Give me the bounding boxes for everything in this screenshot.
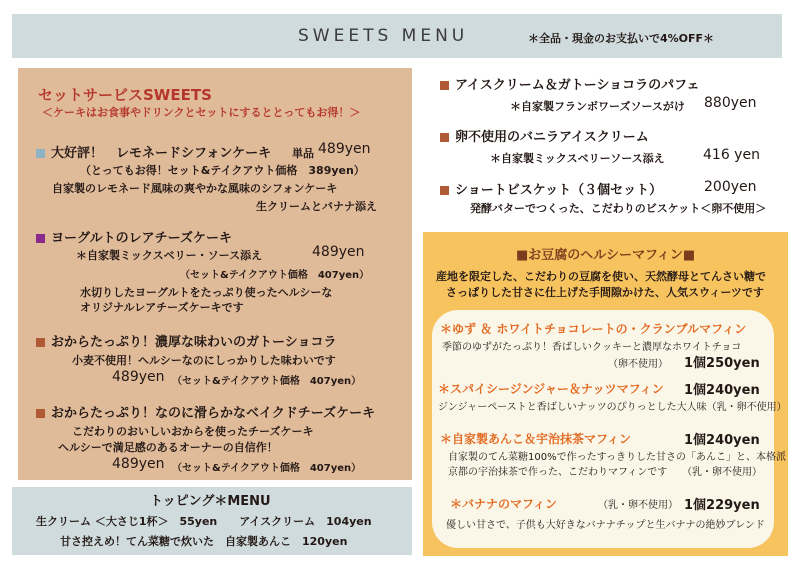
menu-item-name: おからたっぷり！なのに滑らかなベイクドチーズケーキ <box>36 402 375 421</box>
item-desc: オリジナルレアチーズケーキです <box>80 301 244 314</box>
menu-title: SWEETS MENU <box>298 26 469 46</box>
item-price: 489yen <box>318 141 371 157</box>
item-option: ＊自家製フランボワーズソースがけ <box>510 100 685 113</box>
muffin-item-desc: 優しい甘さで、子供も大好きなバナナチップと生バナナの絶妙ブレンド <box>446 520 765 531</box>
square-bullet-icon <box>440 81 449 90</box>
muffin-title: ■お豆腐のヘルシーマフィン■ <box>516 248 696 263</box>
set-service-subtitle: ＜ケーキはお食事やドリンクとセットにするととってもお得！＞ <box>42 106 361 119</box>
muffin-item-desc: 京都の宇治抹茶で作った、こだわりマフィンです <box>448 467 668 478</box>
menu-item-name: 卵不使用のバニラアイスクリーム <box>440 126 649 145</box>
menu-item-name: 大好評！ レモネードシフォンケーキ <box>36 142 271 161</box>
square-bullet-icon <box>36 409 45 418</box>
square-bullet-icon <box>36 234 45 243</box>
square-bullet-icon <box>440 186 449 195</box>
item-price: 489yen <box>112 369 165 385</box>
muffin-item-desc: 季節のゆずがたっぷり！香ばしいクッキーと濃厚なホワイトチョコ <box>442 342 742 353</box>
muffin-item-price: 1個229yen <box>684 498 760 513</box>
muffin-item-name: ＊スパイシージンジャー＆ナッツマフィン <box>438 382 664 396</box>
muffin-item-price: 1個240yen <box>684 383 760 398</box>
square-bullet-icon <box>36 338 45 347</box>
item-price: 880yen <box>704 95 757 111</box>
item-option: ＊自家製ミックスベリー・ソース添え <box>76 249 263 262</box>
item-price: 416 yen <box>703 147 760 163</box>
menu-item-name: ヨーグルトのレアチーズケーキ <box>36 227 232 246</box>
item-desc: 水切りしたヨーグルトをたっぷり使ったヘルシーな <box>80 286 333 299</box>
item-option: ＊自家製ミックスベリーソース添え <box>490 152 665 165</box>
muffin-item-price: 1個250yen <box>684 356 760 371</box>
muffin-item-price: 1個240yen <box>684 433 760 448</box>
set-price: （セット&テイクアウト価格 407yen） <box>172 463 362 474</box>
muffin-intro: 産地を限定した、こだわりの豆腐を使い、天然酵母とてんさい糖で <box>436 270 766 283</box>
muffin-item-name: ＊ゆず ＆ ホワイトチョコレートの・クランブルマフィン <box>440 322 747 336</box>
menu-item-name: アイスクリーム＆ガトーショコラのパフェ <box>440 74 700 93</box>
muffin-item-note: （乳・卵不使用） <box>598 500 678 511</box>
item-price: 489yen <box>312 244 365 260</box>
menu-item-name: ショートビスケット（３個セット） <box>440 179 662 198</box>
set-price: （とってもお得！セット&テイクアウト価格 389yen） <box>80 164 365 177</box>
muffin-intro: さっぱりした甘さに仕上げた手間隙かけた、人気スウィーツです <box>446 286 764 299</box>
muffin-item-name: ＊自家製あんこ＆宇治抹茶マフィン <box>440 432 632 446</box>
item-price: 200yen <box>704 179 757 195</box>
discount-note: ＊全品・現金のお支払いで4%OFF＊ <box>528 32 715 45</box>
item-desc: 自家製のレモネード風味の爽やかな風味のシフォンケーキ <box>52 182 338 195</box>
menu-item-name: おからたっぷり！濃厚な味わいのガトーショコラ <box>36 331 336 350</box>
muffin-item-desc: 自家製のてん菜糖100%で作ったすっきりした甘さの「あんこ」と、本格派 <box>448 452 786 463</box>
single-label: 単品 <box>292 147 314 160</box>
item-price: 489yen <box>112 456 165 472</box>
square-bullet-icon <box>36 149 45 158</box>
item-desc: 発酵バターでつくった、こだわりのビスケット＜卵不使用＞ <box>470 202 767 215</box>
square-bullet-icon <box>440 133 449 142</box>
topping-line: 甘さ控えめ！てん菜糖で炊いた 自家製あんこ 120yen <box>60 535 348 548</box>
muffin-item-note: （卵不使用） <box>608 359 668 370</box>
set-service-title: セットサービスSWEETS <box>38 86 212 104</box>
item-desc: 生クリームとバナナ添え <box>256 200 377 213</box>
item-desc: 小麦不使用！ヘルシーなのにしっかりした味わいです <box>72 354 336 367</box>
item-desc: こだわりのおいしいおからを使ったチーズケーキ <box>72 425 314 438</box>
muffin-item-note: （乳・卵不使用） <box>682 467 762 478</box>
item-desc: ヘルシーで満足感のあるオーナーの自信作！ <box>58 441 278 454</box>
topping-line: 生クリーム ＜大さじ1杯＞ 55yen アイスクリーム 104yen <box>36 515 372 528</box>
muffin-item-desc: ジンジャーペーストと香ばしいナッツのぴりっとした大人味（乳・卵不使用） <box>438 402 787 413</box>
muffin-item-name: ＊バナナのマフィン <box>450 497 558 511</box>
set-price: （セット&テイクアウト価格 407yen） <box>172 376 362 387</box>
set-price: （セット&テイクアウト価格 407yen） <box>180 270 370 281</box>
topping-title: トッピング＊MENU <box>150 494 271 509</box>
